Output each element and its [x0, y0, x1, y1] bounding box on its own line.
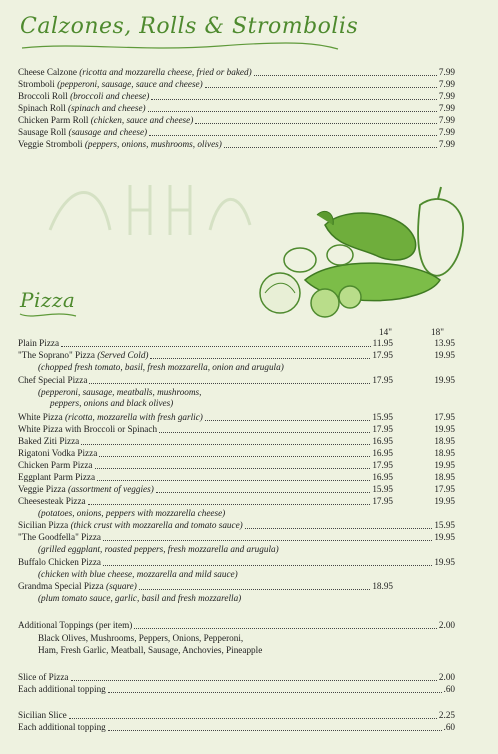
calzones-title: Calzones, Rolls & Strombolis — [20, 14, 359, 39]
dot-leader — [88, 496, 370, 505]
dot-leader — [71, 672, 437, 681]
dot-leader — [139, 581, 370, 590]
dot-leader — [134, 620, 437, 629]
pizza-item: Chef Special Pizza 17.95 19.95 — [18, 375, 455, 386]
slice-row: Sicilian Slice 2.25 — [18, 710, 455, 721]
dot-leader — [224, 139, 437, 148]
special-pizza-item: "The Goodfella" Pizza 19.95 — [18, 532, 455, 543]
soprano-note: (chopped fresh tomato, basil, fresh mozzarella, onion and arugula) — [38, 362, 284, 372]
special-pizza-item: Sicilian Pizza (thick crust with mozzarella and tomato sauce) 15.95 — [18, 520, 455, 531]
dot-leader — [97, 472, 370, 481]
dot-leader — [103, 532, 432, 541]
calzone-item: Broccoli Roll (broccoli and cheese) 7.99 — [18, 91, 455, 102]
dot-leader — [95, 460, 370, 469]
vegetables-illustration — [255, 185, 470, 325]
calzone-item: Sausage Roll (sausage and cheese) 7.99 — [18, 127, 455, 138]
dot-leader — [150, 350, 370, 359]
title-underline-swirl — [20, 40, 340, 54]
dot-leader — [254, 67, 437, 76]
pizza-title: Pizza — [20, 288, 76, 312]
dot-leader — [195, 115, 437, 124]
pizza-item: "The Soprano" Pizza (Served Cold) 17.95 19.95 — [18, 350, 455, 361]
calzone-item: Veggie Stromboli (peppers, onions, mushrooms, olives) 7.99 — [18, 139, 455, 150]
dot-leader — [148, 103, 437, 112]
pizza-item: Chicken Parm Pizza 17.95 19.95 — [18, 460, 455, 471]
toppings-row: Additional Toppings (per item) 2.00 — [18, 620, 455, 631]
toppings-list-2: Ham, Fresh Garlic, Meatball, Sausage, Anchovies, Pineapple — [38, 645, 263, 655]
pizza-title-swirl — [18, 308, 78, 322]
toppings-list-1: Black Olives, Mushrooms, Peppers, Onions, Pepperoni, — [38, 633, 244, 643]
calzone-item: Spinach Roll (spinach and cheese) 7.99 — [18, 103, 455, 114]
pizza-item: Eggplant Parm Pizza 16.95 18.95 — [18, 472, 455, 483]
pizza-item: Veggie Pizza (assortment of veggies) 15.95 17.95 — [18, 484, 455, 495]
chef-note-1: (pepperoni, sausage, meatballs, mushrooms, — [38, 387, 202, 397]
dot-leader — [205, 412, 370, 421]
buffalo-note: (chicken with blue cheese, mozzarella and mild sauce) — [38, 569, 238, 579]
chef-note-2: peppers, onions and black olives) — [50, 398, 174, 408]
dot-leader — [245, 520, 432, 529]
calzone-item: Chicken Parm Roll (chicken, sauce and cheese) 7.99 — [18, 115, 455, 126]
dot-leader — [108, 722, 442, 731]
goodfella-note: (grilled eggplant, roasted peppers, fresh mozzarella and arugula) — [38, 544, 279, 554]
grandma-note: (plum tomato sauce, garlic, basil and fresh mozzarella) — [38, 593, 242, 603]
dot-leader — [103, 557, 432, 566]
cheesesteak-note: (potatoes, onions, peppers with mozzarella cheese) — [38, 508, 226, 518]
dot-leader — [149, 127, 437, 136]
slice-row: Each additional topping .60 — [18, 722, 455, 733]
dot-leader — [159, 424, 370, 433]
pizza-item: Rigatoni Vodka Pizza 16.95 18.95 — [18, 448, 455, 459]
pizza-item: Plain Pizza 11.95 13.95 — [18, 338, 455, 349]
dot-leader — [89, 375, 370, 384]
special-pizza-item: Buffalo Chicken Pizza 19.95 — [18, 557, 455, 568]
col-header-18: 18" — [431, 327, 444, 337]
dot-leader — [69, 710, 437, 719]
grandma-pizza-item: Grandma Special Pizza (square) 18.95 — [18, 581, 455, 592]
calzone-item: Cheese Calzone (ricotta and mozzarella cheese, fried or baked) 7.99 — [18, 67, 455, 78]
pizza-item: Baked Ziti Pizza 16.95 18.95 — [18, 436, 455, 447]
dot-leader — [99, 448, 370, 457]
col-header-14: 14" — [379, 327, 392, 337]
watermark-monogram — [40, 170, 260, 250]
dot-leader — [151, 91, 437, 100]
dot-leader — [205, 79, 437, 88]
dot-leader — [156, 484, 370, 493]
pizza-item: Cheesesteak Pizza 17.95 19.95 — [18, 496, 455, 507]
dot-leader — [81, 436, 370, 445]
dot-leader — [61, 338, 371, 347]
dot-leader — [108, 684, 442, 693]
slice-row: Slice of Pizza 2.00 — [18, 672, 455, 683]
slice-row: Each additional topping .60 — [18, 684, 455, 695]
pizza-item: White Pizza with Broccoli or Spinach 17.95 19.95 — [18, 424, 455, 435]
calzone-item: Stromboli (pepperoni, sausage, sauce and cheese) 7.99 — [18, 79, 455, 90]
pizza-item: White Pizza (ricotta, mozzarella with fresh garlic) 15.95 17.95 — [18, 412, 455, 423]
